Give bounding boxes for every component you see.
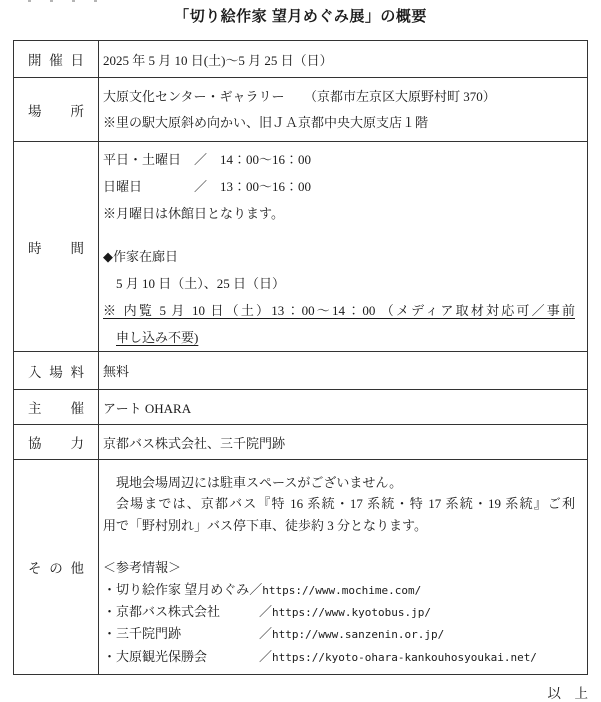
parking-note: 現地会場周辺には駐車スペースがございません。 <box>116 475 403 490</box>
time-closed-note: ※月曜日は休館日となります。 <box>103 206 284 221</box>
place-label: 場 所 <box>28 103 84 119</box>
table-row-date <box>14 41 588 78</box>
organizer-value: アート OHARA <box>103 400 192 416</box>
fee-value: 無料 <box>103 364 130 379</box>
table-row-organizer <box>14 390 588 425</box>
reference-link-name: ・京都バス株式会社 <box>103 604 221 620</box>
table-row-cooperation <box>14 425 588 460</box>
table-row-fee <box>14 352 588 390</box>
slash-separator: ／ <box>249 581 263 597</box>
fee-value-cell <box>99 352 588 390</box>
reference-link-artist <box>103 579 575 601</box>
slash-separator: ／ <box>220 604 273 620</box>
other-label-cell <box>14 460 99 675</box>
time-weekday-line: 平日・土曜日 ／ 14：00～16：00 <box>103 152 312 167</box>
reference-link-url: https://www.kyotobus.jp/ <box>272 606 431 620</box>
reference-link-url: https://kyoto-ohara-kankouhosyoukai.net/ <box>272 650 537 664</box>
artist-attendance-heading: ◆作家在廊日 <box>103 249 178 264</box>
fee-label: 入 場 料 <box>28 364 84 380</box>
table-row-other <box>14 460 588 675</box>
clipped-header-fragment <box>28 0 110 2</box>
artist-attendance-dates: 5 月 10 日（土）、25 日（日） <box>116 276 286 291</box>
exhibition-overview-table <box>13 40 588 675</box>
cooperation-value: 京都バス株式会社、三千院門跡 <box>103 435 286 451</box>
other-label: そ の 他 <box>28 561 84 576</box>
date-value: 2025 年 5 月 10 日(土)～5 月 25 日（日） <box>103 52 333 68</box>
organizer-label: 主 催 <box>28 401 84 416</box>
time-label: 時 間 <box>28 240 84 256</box>
document-title: 「切り絵作家 望月めぐみ展」の概要 <box>174 8 427 25</box>
date-value-cell <box>99 41 588 78</box>
preview-note-block <box>103 297 575 351</box>
place-name-line: 大原文化センター・ギャラリー （京都市左京区大原野村町 370） <box>103 88 496 104</box>
time-spacer <box>103 227 575 243</box>
reference-heading: ＜参考情報＞ <box>103 560 182 576</box>
slash-separator: ／ <box>181 626 273 642</box>
time-label-cell <box>14 142 99 352</box>
access-note-line2: 用で「野村別れ」バス停下車、徒歩約 3 分となります。 <box>103 517 427 533</box>
table-row-time <box>14 142 588 352</box>
reference-link-name: ・切り絵作家 望月めぐみ <box>103 581 250 597</box>
reference-link-kyotobus <box>103 601 575 623</box>
reference-link-sanzenin <box>103 623 575 645</box>
reference-link-name: ・大原観光保勝会 <box>103 648 208 664</box>
other-spacer <box>103 536 575 557</box>
other-value-cell <box>99 460 588 675</box>
fee-label-cell <box>14 352 99 390</box>
cooperation-label-cell <box>14 425 99 460</box>
date-label-cell <box>14 41 99 78</box>
place-value-cell <box>99 78 588 142</box>
reference-link-url: https://www.mochime.com/ <box>262 583 422 597</box>
cooperation-label: 協 力 <box>28 436 84 451</box>
reference-link-kankouhosyoukai <box>103 646 575 668</box>
access-note-line1: 会場までは、京都バス『特 16 系統・17 系統・特 17 系統・19 系統』ご利 <box>116 496 575 512</box>
closing-text: 以 上 <box>547 686 588 701</box>
date-label: 開 催 日 <box>28 53 84 68</box>
cooperation-value-cell <box>99 425 588 460</box>
table-row-place <box>14 78 588 142</box>
preview-note-line1: ※ 内覧 5 月 10 日（土）13：00～14：00 （メディア取材対応可／事前 <box>103 303 575 318</box>
organizer-label-cell <box>14 390 99 425</box>
time-sunday-line: 日曜日 ／ 13：00～16：00 <box>103 179 312 194</box>
preview-note-line2: 申し込み不要) <box>116 330 199 345</box>
place-note-line: ※里の駅大原斜め向かい、旧ＪＡ京都中央大原支店１階 <box>103 114 429 130</box>
reference-link-name: ・三千院門跡 <box>103 626 182 642</box>
time-value-cell <box>99 142 588 352</box>
reference-link-url: http://www.sanzenin.or.jp/ <box>272 628 445 642</box>
slash-separator: ／ <box>207 648 273 664</box>
place-label-cell <box>14 78 99 142</box>
organizer-value-cell <box>99 390 588 425</box>
